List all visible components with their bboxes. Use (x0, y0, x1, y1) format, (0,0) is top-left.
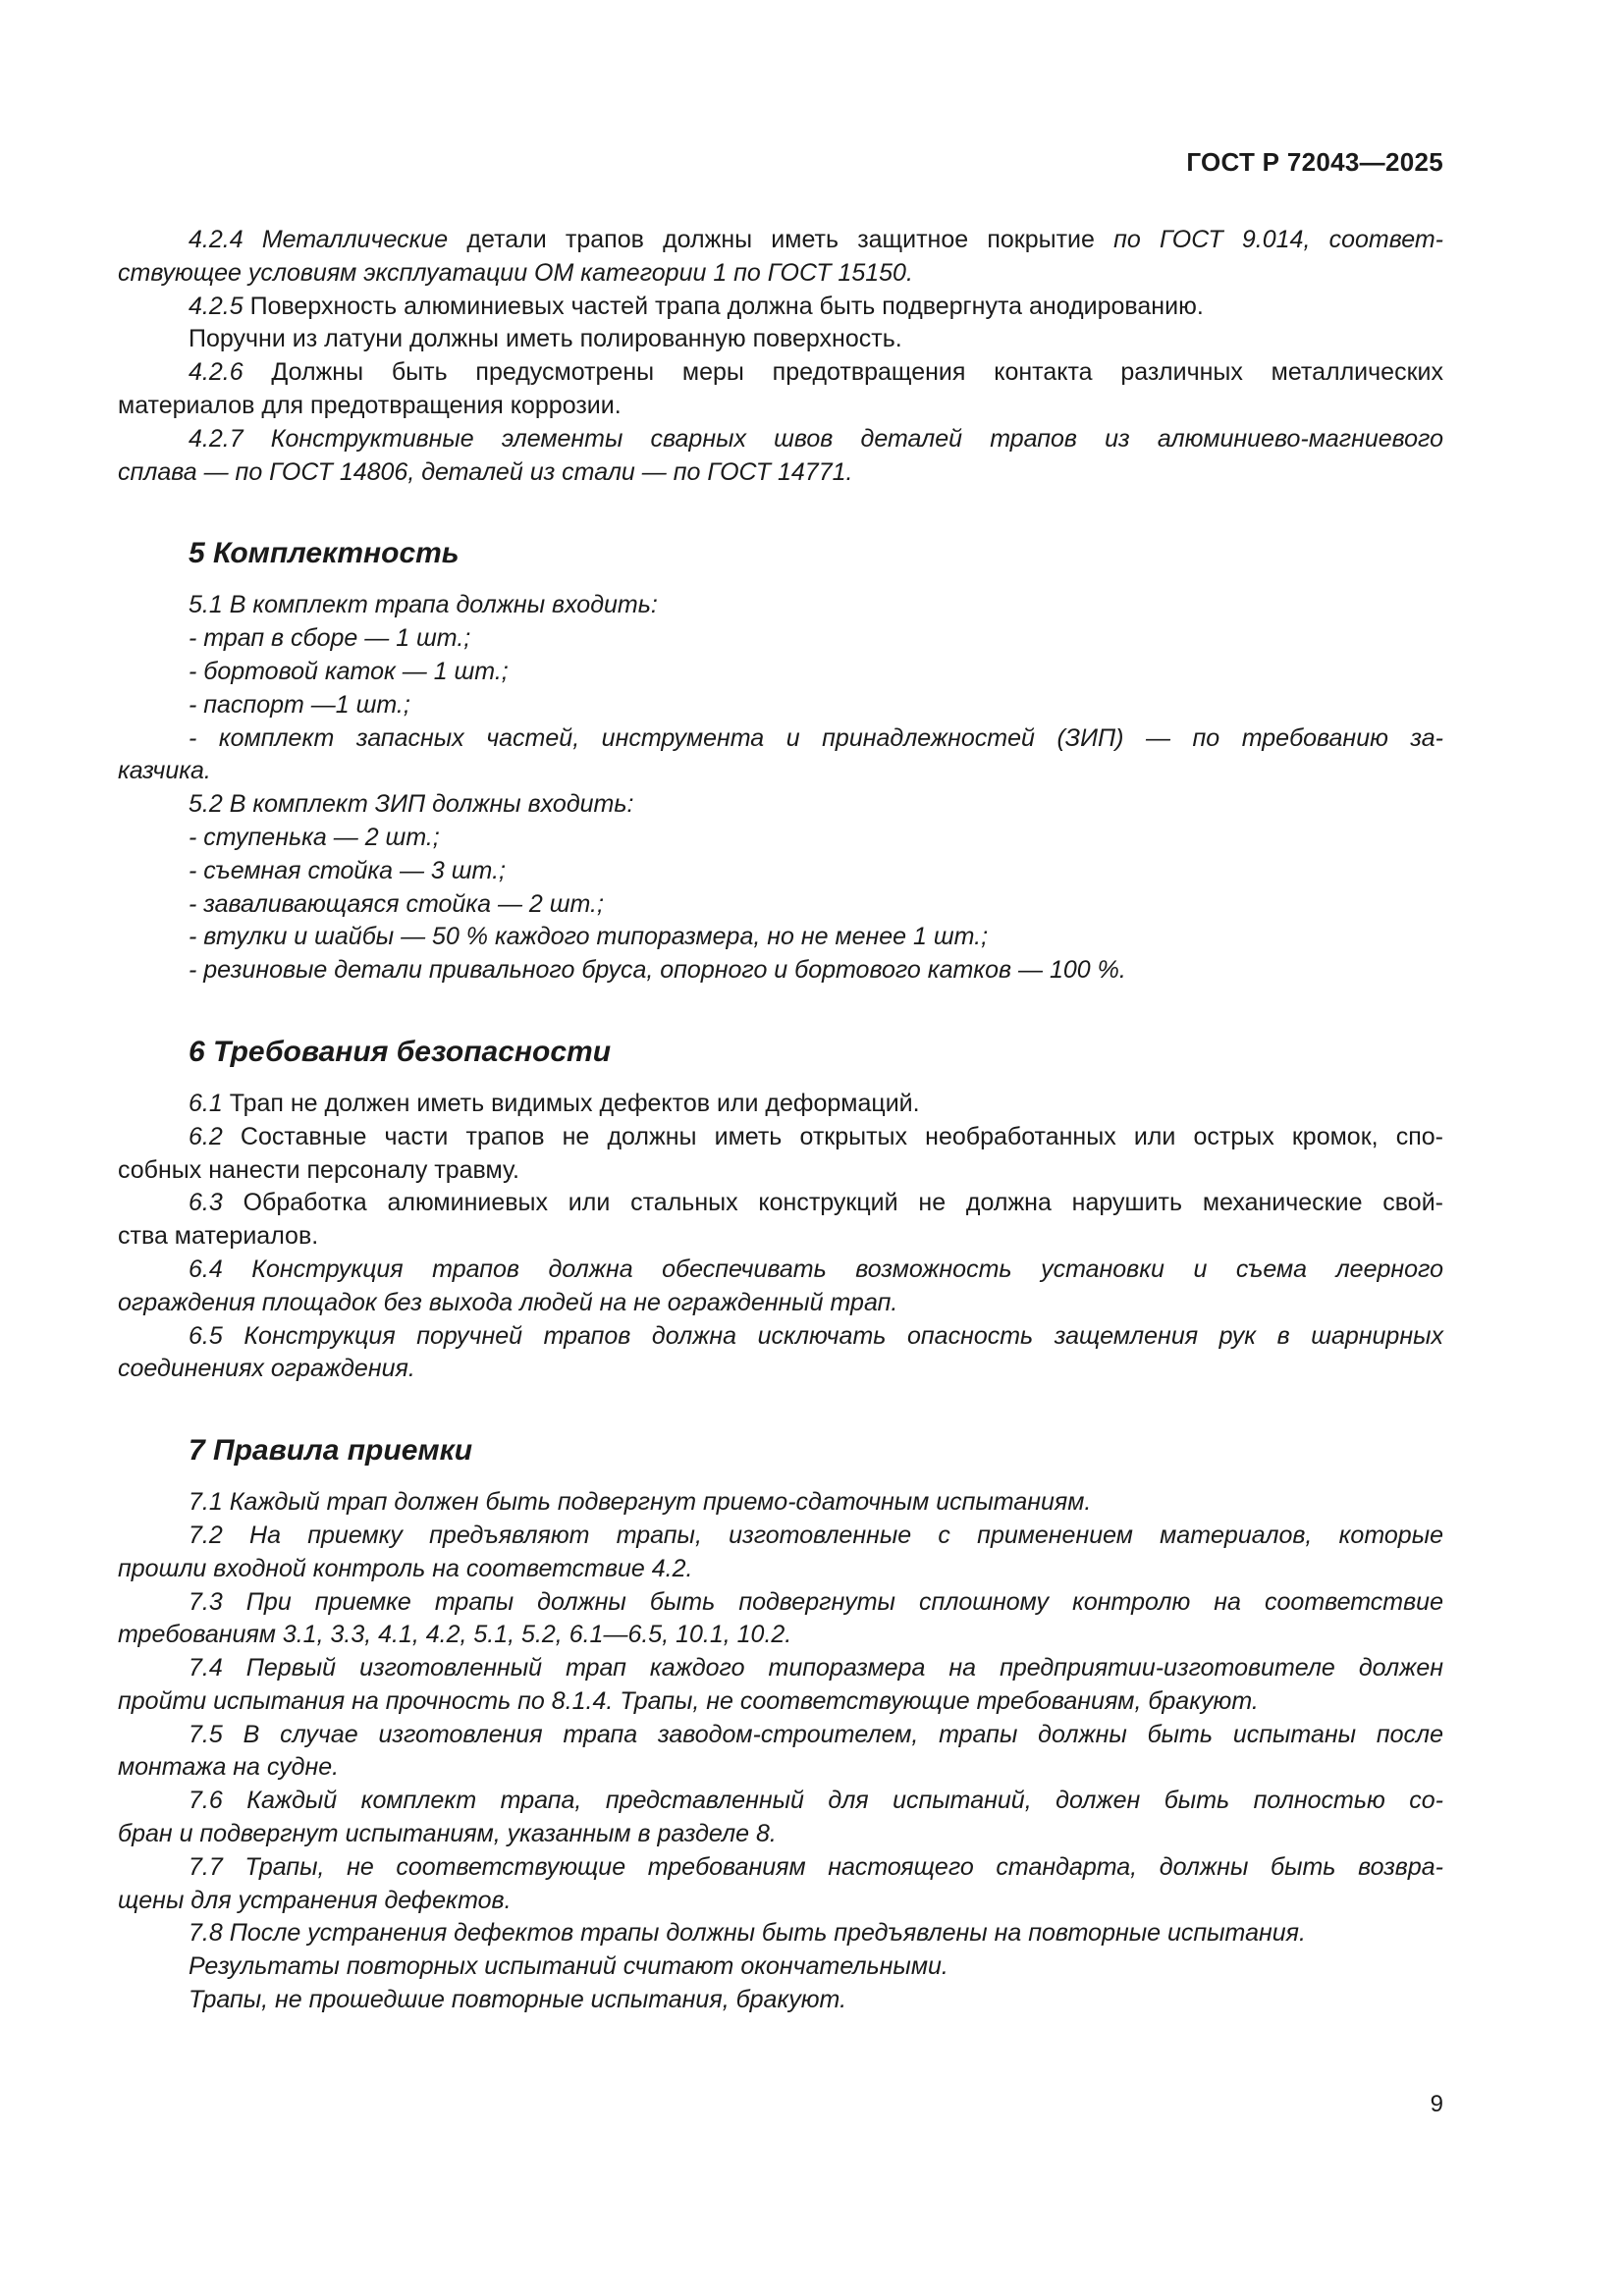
text-segment: пройти испытания на прочность по 8.1.4. Трапы, не соответствующие требованиям, бракуют. (118, 1686, 1259, 1715)
text-segment: 6.3 (189, 1189, 244, 1217)
text-segment: 5.1 В комплект трапа должны входить: (189, 591, 658, 619)
text-segment: монтажа на судне. (118, 1753, 340, 1782)
text-line (118, 1187, 1443, 1220)
document-code-header: ГОСТ Р 72043—2025 (1186, 147, 1443, 177)
text-segment: - заваливающаяся стойка — 2 шт.; (189, 889, 604, 918)
text-line (118, 1652, 1443, 1685)
text-segment: требованиям 3.1, 3.3, 4.1, 4.2, 5.1, 5.2, 6.1—6.5, 10.1, 10.2. (118, 1621, 792, 1649)
text-line (118, 1287, 1443, 1320)
text-segment: 6.5 Конструкция поручней трапов должна исключать опасность защемления рук в шарнирных (189, 1321, 1443, 1350)
text-segment: Результаты повторных испытаний считают окончательными. (189, 1952, 948, 1981)
text-segment: 7.7 Трапы, не соответствующие требованиям настоящего стандарта, должны быть возвра- (189, 1852, 1443, 1881)
text-segment: ства материалов. (118, 1222, 319, 1251)
text-line (118, 1785, 1443, 1818)
text-segment: Трап не должен иметь видимых дефектов или деформаций. (229, 1089, 920, 1117)
text-line (118, 822, 1443, 855)
text-line (118, 1685, 1443, 1719)
text-line (118, 1586, 1443, 1620)
text-segment: 5.2 В комплект ЗИП должны входить: (189, 790, 634, 819)
text-segment: ствующее условиям эксплуатации ОМ категории 1 по ГОСТ 15150. (118, 258, 913, 287)
text-segment: Поручни из латуни должны иметь полированную поверхность. (189, 325, 902, 353)
section-heading: 7 Правила приемки (189, 1434, 473, 1468)
text-line (118, 1320, 1443, 1354)
text-line (118, 323, 1443, 356)
text-line (118, 656, 1443, 689)
text-line (118, 1719, 1443, 1752)
text-segment: - трап в сборе — 1 шт.; (189, 624, 471, 653)
text-line (118, 1984, 1443, 2017)
text-segment: - резиновые детали привального бруса, опорного и бортового катков — 100 %. (189, 956, 1126, 985)
text-segment: по ГОСТ 9.014, соответ- (1113, 226, 1443, 253)
text-segment: Поверхность алюминиевых частей трапа должна быть подвергнута анодированию. (249, 292, 1204, 320)
text-segment: 6.2 (189, 1122, 241, 1150)
text-segment: Металлические (261, 226, 449, 253)
paragraph (118, 589, 1443, 988)
text-segment: сплава — по ГОСТ 14806, деталей из стали — по ГОСТ 14771. (118, 457, 853, 486)
text-segment: 7.1 Каждый трап должен быть подвергнут приемо-сдаточным испытаниям. (189, 1488, 1092, 1517)
text-segment: - бортовой каток — 1 шт.; (189, 657, 509, 685)
text-segment: Должны быть предусмотрены меры предотвращения контакта различных металлических (271, 358, 1443, 387)
text-segment: детали трапов должны иметь защитное покрытие (448, 226, 1114, 253)
section-heading: 6 Требования безопасности (189, 1035, 612, 1068)
text-segment: - комплект запасных частей, инструмента и принадлежностей (ЗИП) — по требованию за- (189, 723, 1443, 752)
text-line (118, 722, 1443, 756)
text-line (118, 888, 1443, 922)
text-line (118, 921, 1443, 954)
text-segment: 7.3 При приемке трапы должны быть подвергнуты сплошному контролю на соответствие (189, 1587, 1443, 1616)
text-line (118, 1486, 1443, 1520)
text-segment: 4.2.6 (189, 358, 272, 387)
paragraph (118, 224, 1443, 291)
text-line (118, 1154, 1443, 1188)
text-segment: - паспорт —1 шт.; (189, 690, 410, 719)
text-line (118, 755, 1443, 788)
text-segment: казчика. (118, 757, 211, 785)
text-line (118, 456, 1443, 490)
paragraph (118, 423, 1443, 490)
text-line (118, 855, 1443, 888)
text-line (118, 1088, 1443, 1121)
text-line (118, 1520, 1443, 1553)
text-segment: 6.1 (189, 1089, 230, 1117)
paragraph (118, 356, 1443, 423)
text-segment: Обработка алюминиевых или стальных конструкций не должна нарушить механические свой- (243, 1189, 1443, 1217)
text-segment: прошли входной контроль на соответствие 4.2. (118, 1554, 693, 1582)
text-line (118, 291, 1443, 324)
text-segment: материалов для предотвращения коррозии. (118, 391, 622, 419)
text-line (118, 1885, 1443, 1918)
text-segment: Составные части трапов не должны иметь открытых необработанных или острых кромок, спо- (240, 1122, 1443, 1150)
text-segment: соединениях ограждения. (118, 1355, 415, 1383)
paragraph (118, 323, 1443, 356)
text-line (118, 1917, 1443, 1950)
text-line (118, 1851, 1443, 1885)
text-line (118, 224, 1443, 257)
text-line (118, 423, 1443, 456)
text-line (118, 1220, 1443, 1254)
text-line (118, 1950, 1443, 1984)
text-segment: - ступенька — 2 шт.; (189, 823, 440, 851)
text-segment: 7.4 Первый изготовленный трап каждого типоразмера на предприятии-изготовителе должен (189, 1654, 1443, 1682)
text-segment: - съемная стойка — 3 шт.; (189, 856, 506, 884)
text-segment: 7.8 После устранения дефектов трапы должны быть предъявлены на повторные испытания. (189, 1919, 1306, 1948)
text-line (118, 622, 1443, 656)
text-segment: - втулки и шайбы — 50 % каждого типоразмера, но не менее 1 шт.; (189, 923, 989, 951)
text-segment: ограждения площадок без выхода людей на не огражденный трап. (118, 1288, 898, 1316)
text-line (118, 1353, 1443, 1386)
text-segment: щены для устранения дефектов. (118, 1886, 512, 1914)
text-line (118, 788, 1443, 822)
text-segment: 6.4 Конструкция трапов должна обеспечивать возможность установки и съема леерного (189, 1255, 1443, 1283)
text-line (118, 1254, 1443, 1287)
text-line (118, 1619, 1443, 1652)
text-segment: 7.2 На приемку предъявляют трапы, изготовленные с применением материалов, которые (189, 1521, 1443, 1549)
text-line (118, 257, 1443, 291)
text-line (118, 689, 1443, 722)
text-line (118, 390, 1443, 423)
text-line (118, 1818, 1443, 1851)
paragraph (118, 291, 1443, 324)
text-segment: 4.2.5 (189, 292, 250, 320)
text-segment: 7.6 Каждый комплект трапа, представленный для испытаний, должен быть полностью со- (189, 1787, 1443, 1815)
section-heading: 5 Комплектность (189, 537, 460, 570)
text-segment: Трапы, не прошедшие повторные испытания, бракуют. (189, 1986, 847, 2014)
text-line (118, 589, 1443, 622)
text-segment: 4.2.4 (189, 226, 262, 253)
page-number: 9 (1430, 2091, 1443, 2117)
text-line (118, 356, 1443, 390)
paragraph (118, 1486, 1443, 2017)
text-line (118, 1553, 1443, 1586)
text-segment: бран и подвергнут испытаниям, указанным в разделе 8. (118, 1820, 777, 1848)
text-line (118, 1121, 1443, 1154)
text-segment: 4.2.7 Конструктивные элементы сварных швов деталей трапов из алюминиево-магниевого (189, 424, 1443, 453)
text-line (118, 954, 1443, 988)
text-segment: 7.5 В случае изготовления трапа заводом-строителем, трапы должны быть испытаны после (189, 1720, 1443, 1748)
text-segment: собных нанести персоналу травму. (118, 1155, 519, 1184)
paragraph (118, 1088, 1443, 1386)
text-line (118, 1751, 1443, 1785)
document-body (118, 224, 1443, 2017)
